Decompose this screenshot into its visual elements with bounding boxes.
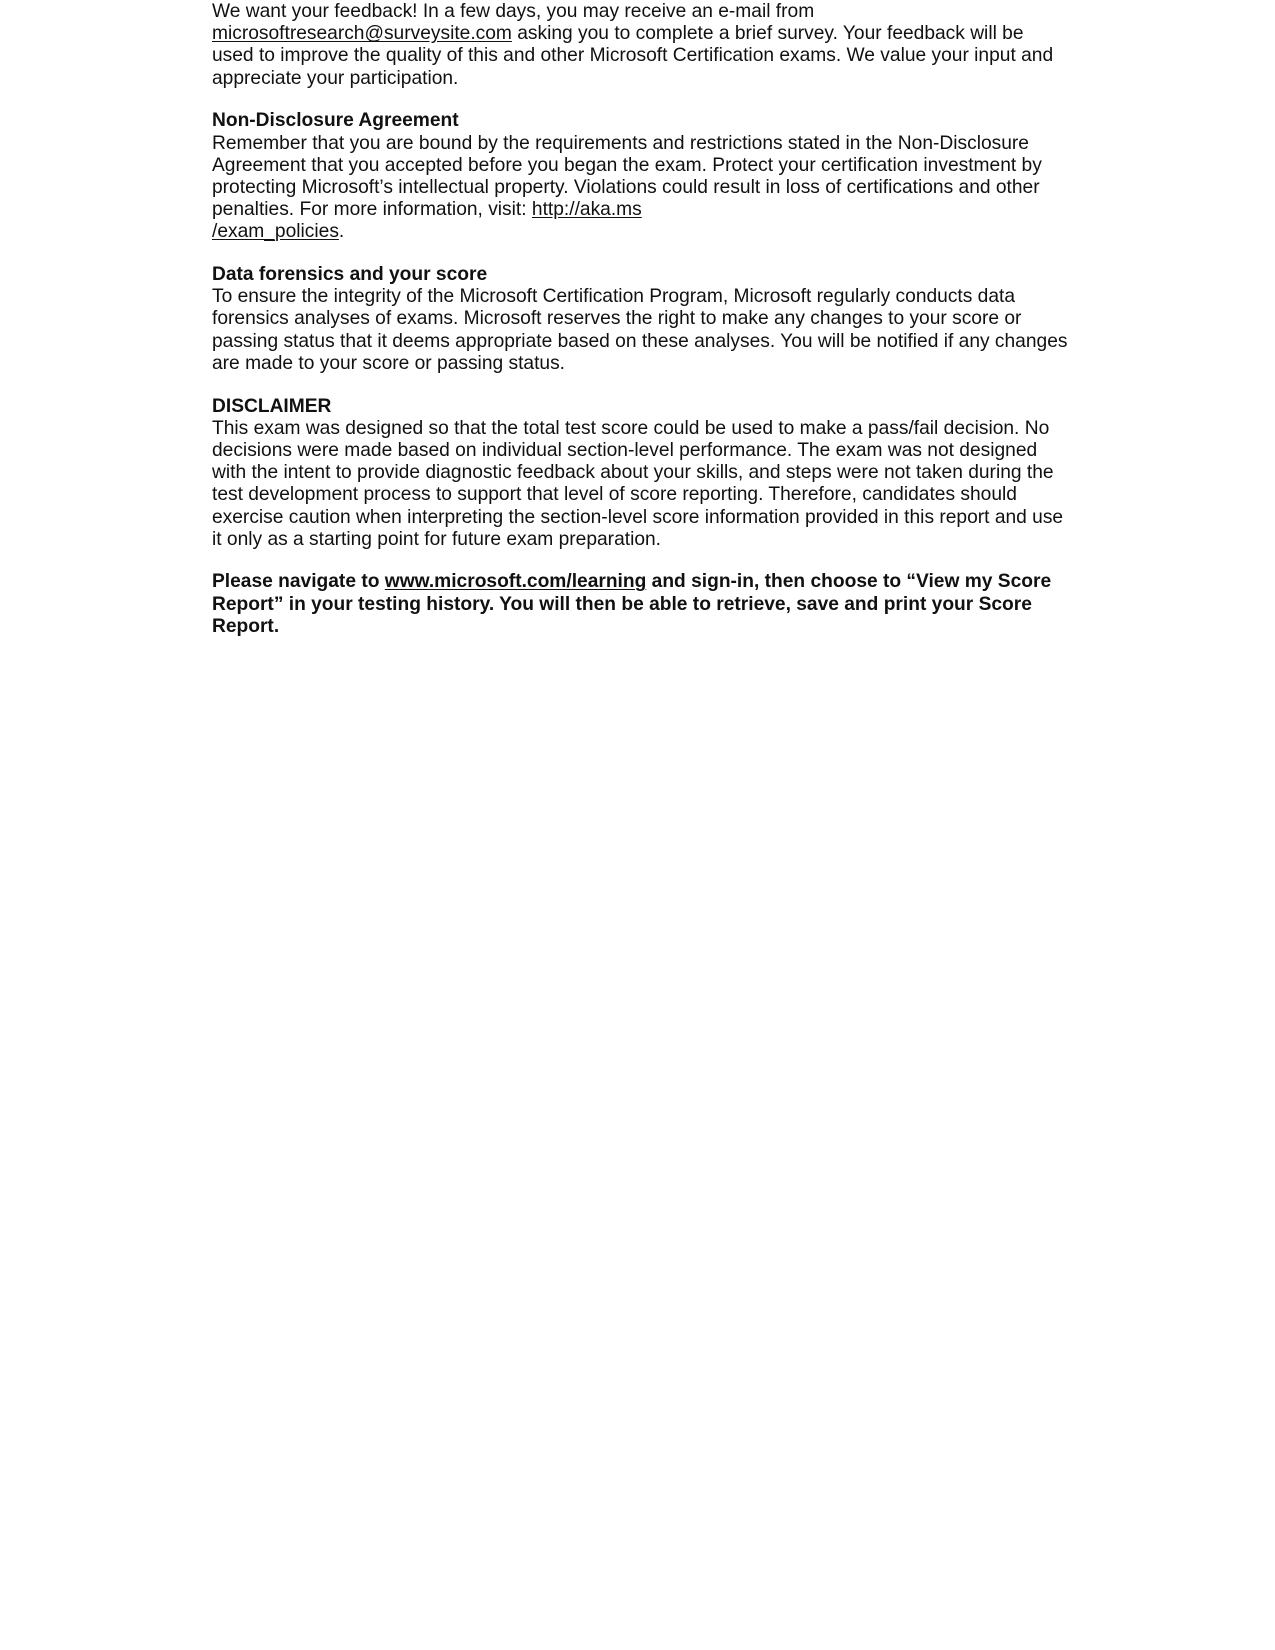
disclaimer-section bbox=[212, 396, 1070, 551]
forensics-paragraph: To ensure the integrity of the Microsoft Certification Program, Microsoft regularly conducts data forensics analyses of exams. Microsoft reserves the right to make any changes to your score or passing status that it deems appropriate based on these analyses. You will be notified if any changes are made to your score or passing status. bbox=[212, 286, 1068, 374]
disclaimer-heading: DISCLAIMER bbox=[212, 395, 332, 417]
disclaimer-paragraph: This exam was designed so that the total test score could be used to make a pass/fail decision. No decisions were made based on individual section-level performance. The exam was not designed with the intent to provide diagnostic feedback about your skills, and steps were not taken during the test development process to support that level of score reporting. Therefore, candidates should exercise caution when interpreting the section-level score information provided in this report and use it only as a starting point for future exam preparation. bbox=[212, 417, 1064, 550]
navigate-paragraph bbox=[212, 571, 1070, 638]
exam-policies-link-part1: http://aka.ms bbox=[531, 199, 642, 221]
navigate-section bbox=[212, 571, 1070, 638]
feedback-body-text: asking you to complete a brief survey. Your feedback will be used to improve the quality of this and other Microsoft Certification exams. We value your input and appreciate your participation. bbox=[212, 23, 1054, 89]
feedback-section bbox=[212, 0, 1070, 90]
navigate-intro-text: Please navigate to bbox=[212, 571, 385, 593]
microsoft-learning-link[interactable]: www.microsoft.com/learning bbox=[384, 571, 647, 593]
nda-body-text: Remember that you are bound by the requirements and restrictions stated in the Non-Disclosure Agreement that you accepted before you began the exam. Protect your certification investment by protecting Microsoft’s intellectual property. Violations could result in loss of certifications and other penalties. For more information, visit: bbox=[212, 132, 1042, 221]
nda-trailing-text: . bbox=[338, 221, 345, 243]
nda-paragraph bbox=[212, 133, 1070, 244]
forensics-heading: Data forensics and your score bbox=[212, 264, 488, 286]
navigate-body-text: and sign-in, then choose to “View my Score Report” in your testing history. You will then be able to retrieve, save and print your Score Report. bbox=[212, 571, 1052, 637]
score-report-page bbox=[212, 0, 1070, 659]
forensics-section bbox=[212, 264, 1070, 375]
nda-heading: Non-Disclosure Agreement bbox=[212, 110, 459, 132]
survey-email-link[interactable]: microsoftresearch@surveysite.com bbox=[212, 23, 512, 45]
feedback-intro-text: We want your feedback! In a few days, you may receive an e-mail from bbox=[212, 1, 815, 22]
nda-section bbox=[212, 110, 1070, 243]
exam-policies-link-part2: /exam_policies bbox=[212, 221, 339, 243]
feedback-paragraph bbox=[212, 1, 1070, 90]
